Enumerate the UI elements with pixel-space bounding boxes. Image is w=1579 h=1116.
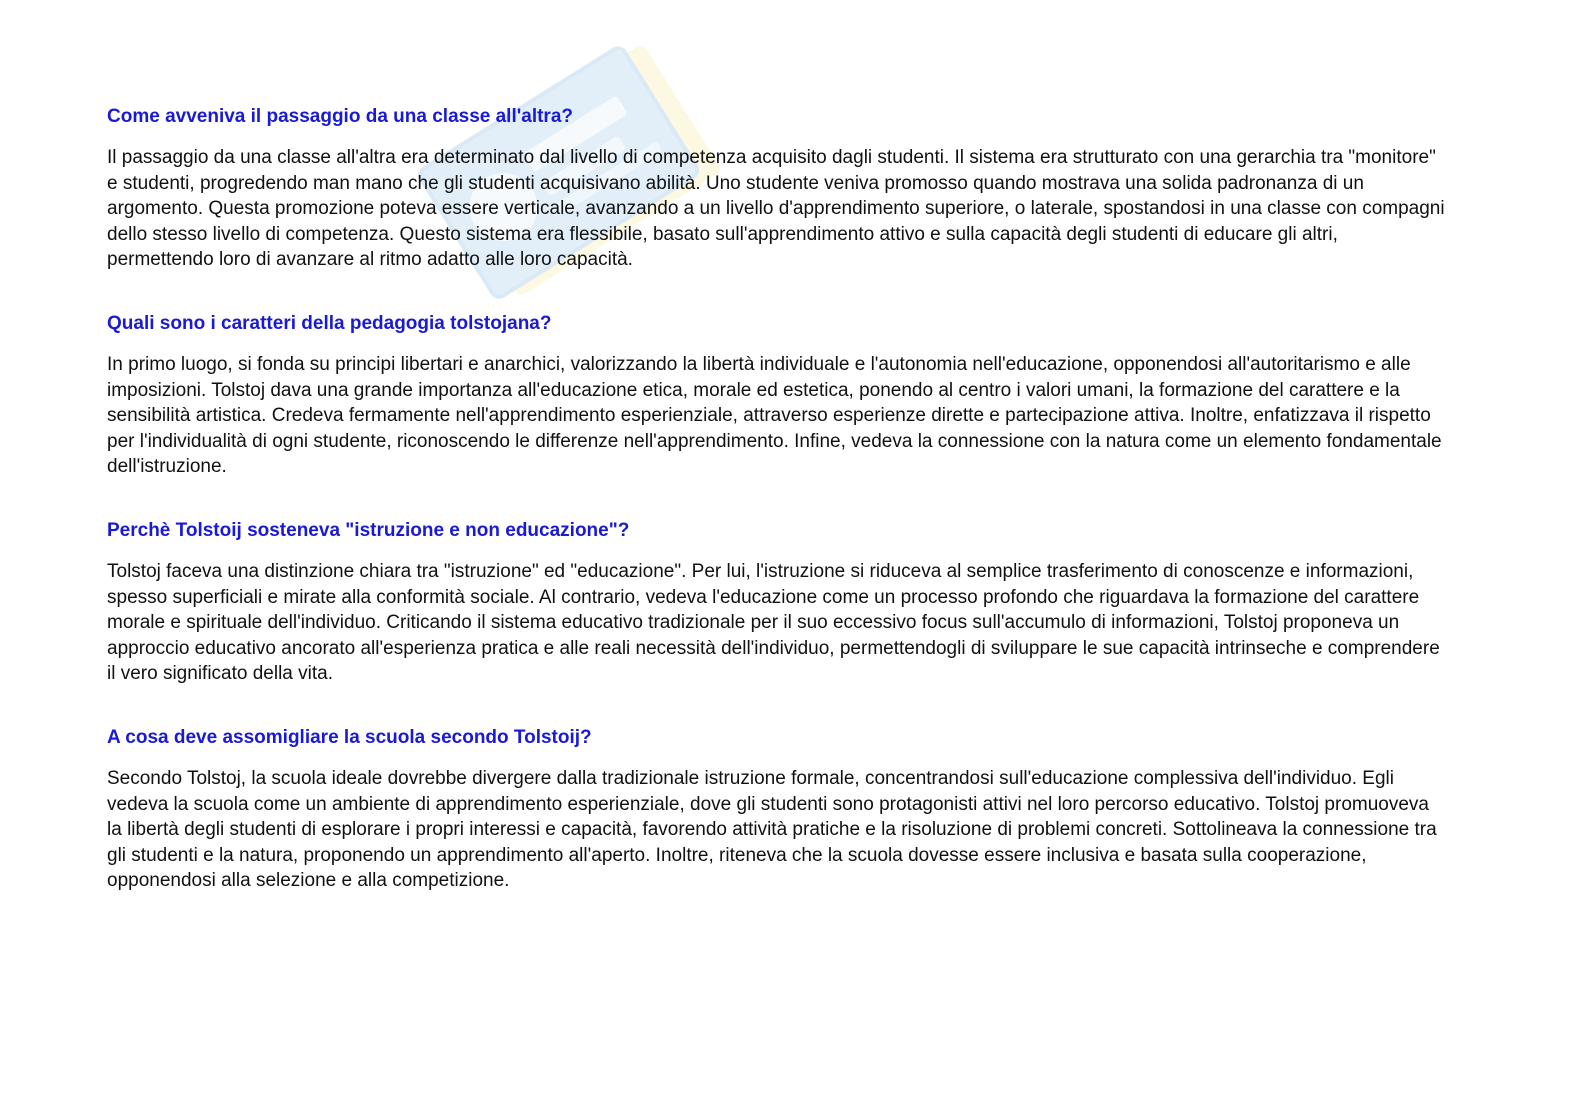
- qa-section: [107, 518, 1447, 687]
- question-heading: Come avveniva il passaggio da una classe all'altra?: [107, 106, 574, 127]
- answer-paragraph: Secondo Tolstoj, la scuola ideale dovrebbe divergere dalla tradizionale istruzione formale, concentrandosi sull'educazione complessiva dell'individuo. Egli vedeva la scuola come un ambiente di apprendimento esperienziale, dove gli studenti sono protagonisti attivi nel loro percorso educativo. Tolstoj promuoveva la libertà degli studenti di esplorare i propri interessi e capacità, favorendo attività pratiche e la risoluzione di problemi concreti. Sottolineava la connessione tra gli studenti e la natura, proponendo un apprendimento all'aperto. Inoltre, riteneva che la scuola dovesse essere inclusiva e basata sulla cooperazione, opponendosi alla selezione e alla competizione.: [107, 767, 1437, 892]
- question-heading: A cosa deve assomigliare la scuola secondo Tolstoij?: [107, 726, 592, 748]
- answer-paragraph: Il passaggio da una classe all'altra era determinato dal livello di competenza acquisito dagli studenti. Il sistema era strutturato con una gerarchia tra "monitore" e studenti, progredendo man mano che gli studenti acquisivano abilità. Uno studente veniva promosso quando mostrava una solida padronanza di un argomento. Questa promozione poteva essere verticale, avanzando a un livello d'apprendimento superiore, o laterale, spostandosi in una classe con compagni dello stesso livello di competenza. Questo sistema era flessibile, basato sull'apprendimento attivo e sulla capacità degli studenti di educare gli altri, permettendo loro di avanzare al ritmo adatto alle loro capacità.: [107, 147, 1445, 271]
- qa-section: [107, 725, 1447, 894]
- document-content: [107, 104, 1447, 932]
- answer-paragraph: In primo luogo, si fonda su principi libertari e anarchici, valorizzando la libertà individuale e l'autonomia nell'educazione, opponendosi all'autoritarismo e alle imposizioni. Tolstoj dava una grande importanza all'educazione etica, morale ed estetica, ponendo al centro i valori umani, la formazione del carattere e la sensibilità artistica. Credeva fermamente nell'apprendimento esperienziale, attraverso esperienze dirette e partecipazione attiva. Inoltre, enfatizzava il rispetto per l'individualità di ogni studente, riconoscendo le differenze nell'apprendimento. Infine, vedeva la connessione con la natura come un elemento fondamentale dell'istruzione.: [107, 353, 1442, 478]
- qa-section: [107, 311, 1447, 480]
- question-heading: Perchè Tolstoij sosteneva "istruzione e non educazione"?: [107, 519, 630, 541]
- question-heading: Quali sono i caratteri della pedagogia tolstojana?: [107, 312, 552, 334]
- answer-paragraph: Tolstoj faceva una distinzione chiara tra "istruzione" ed "educazione". Per lui, l'istruzione si riduceva al semplice trasferimento di conoscenze e informazioni, spesso superficiali e mirate alla conformità sociale. Al contrario, vedeva l'educazione come un processo profondo che riguardava la formazione del carattere morale e spirituale dell'individuo. Criticando il sistema educativo tradizionale per il suo eccessivo focus sull'accumulo di informazioni, Tolstoj proponeva un approccio educativo ancorato all'esperienza pratica e alle reali necessità dell'individuo, permettendogli di sviluppare le sue capacità intrinseche e comprendere il vero significato della vita.: [107, 560, 1440, 685]
- qa-section: [107, 104, 1447, 273]
